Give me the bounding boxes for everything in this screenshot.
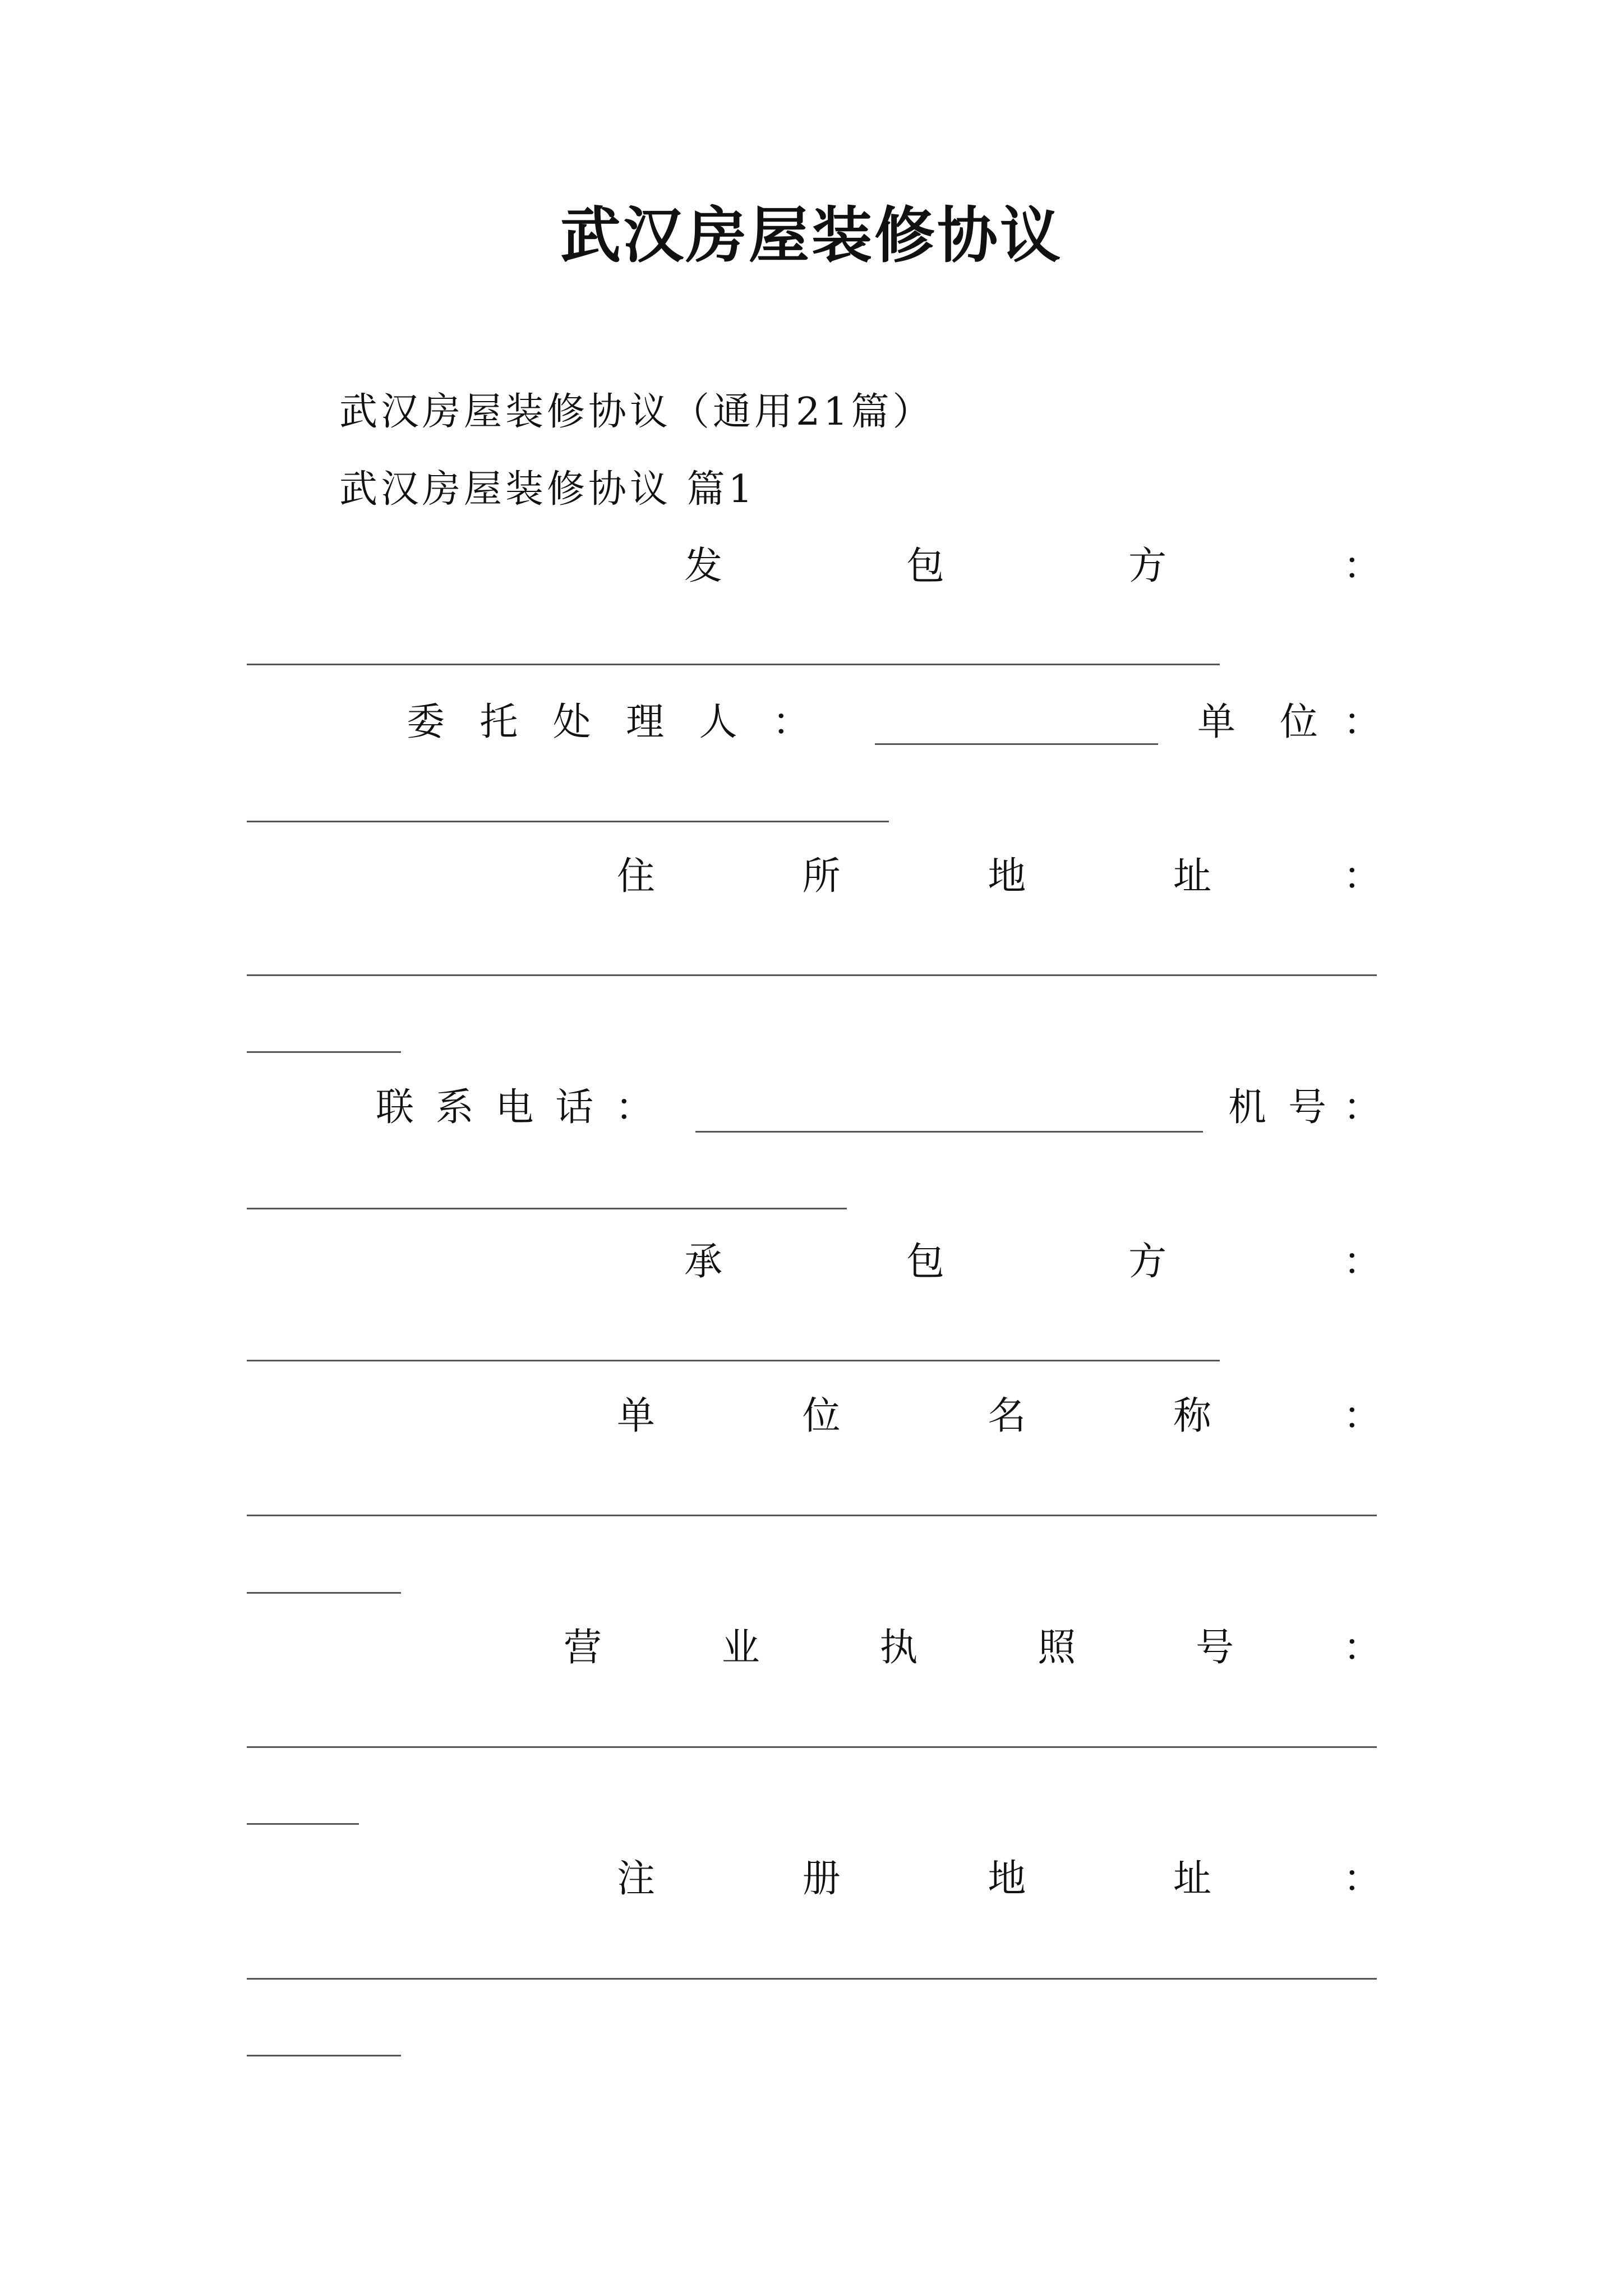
delegate-label: 委 托 处 理 人 ： [407, 700, 810, 744]
license-blank-1[interactable] [247, 1746, 1377, 1748]
registered-address-label: 注 册 地 址 [617, 1857, 1211, 1901]
contractor-colon: ： [1343, 1240, 1382, 1284]
phone-blank[interactable] [695, 1131, 1203, 1133]
unit-label: 单 位 [1197, 700, 1318, 744]
unit-blank[interactable] [247, 821, 889, 822]
residence-colon: ： [1343, 854, 1382, 899]
employer-blank[interactable] [247, 664, 1220, 665]
unit-name-label: 单 位 名 称 [617, 1394, 1211, 1438]
unit-name-colon: ： [1343, 1394, 1382, 1438]
employer-label: 发 包 方 [684, 544, 1166, 588]
section-heading: 武汉房屋装修协议 篇1 [339, 467, 756, 512]
mobile-colon: ： [1343, 1085, 1382, 1130]
employer-colon: ： [1343, 544, 1382, 588]
registered-address-blank-2[interactable] [247, 2055, 401, 2056]
document-title: 武汉房屋装修协议 [560, 200, 1063, 271]
license-label: 营 业 执 照 号 [564, 1626, 1234, 1670]
unit-colon: ： [1343, 700, 1382, 744]
unit-name-blank-2[interactable] [247, 1592, 401, 1594]
contractor-blank[interactable] [247, 1360, 1220, 1361]
contractor-label: 承 包 方 [684, 1240, 1166, 1284]
residence-blank-1[interactable] [247, 974, 1377, 976]
license-blank-2[interactable] [247, 1823, 359, 1825]
document-subtitle: 武汉房屋装修协议（通用21篇） [339, 390, 934, 434]
unit-name-blank-1[interactable] [247, 1515, 1377, 1516]
license-colon: ： [1343, 1626, 1382, 1670]
registered-address-blank-1[interactable] [247, 1978, 1377, 1980]
delegate-blank[interactable] [875, 743, 1158, 745]
residence-blank-2[interactable] [247, 1051, 401, 1053]
mobile-label: 机 号 [1228, 1085, 1326, 1130]
mobile-blank[interactable] [247, 1208, 847, 1209]
phone-label: 联 系 电 话 ： [376, 1085, 653, 1130]
residence-label: 住 所 地 址 [617, 854, 1211, 899]
registered-address-colon: ： [1343, 1857, 1382, 1901]
